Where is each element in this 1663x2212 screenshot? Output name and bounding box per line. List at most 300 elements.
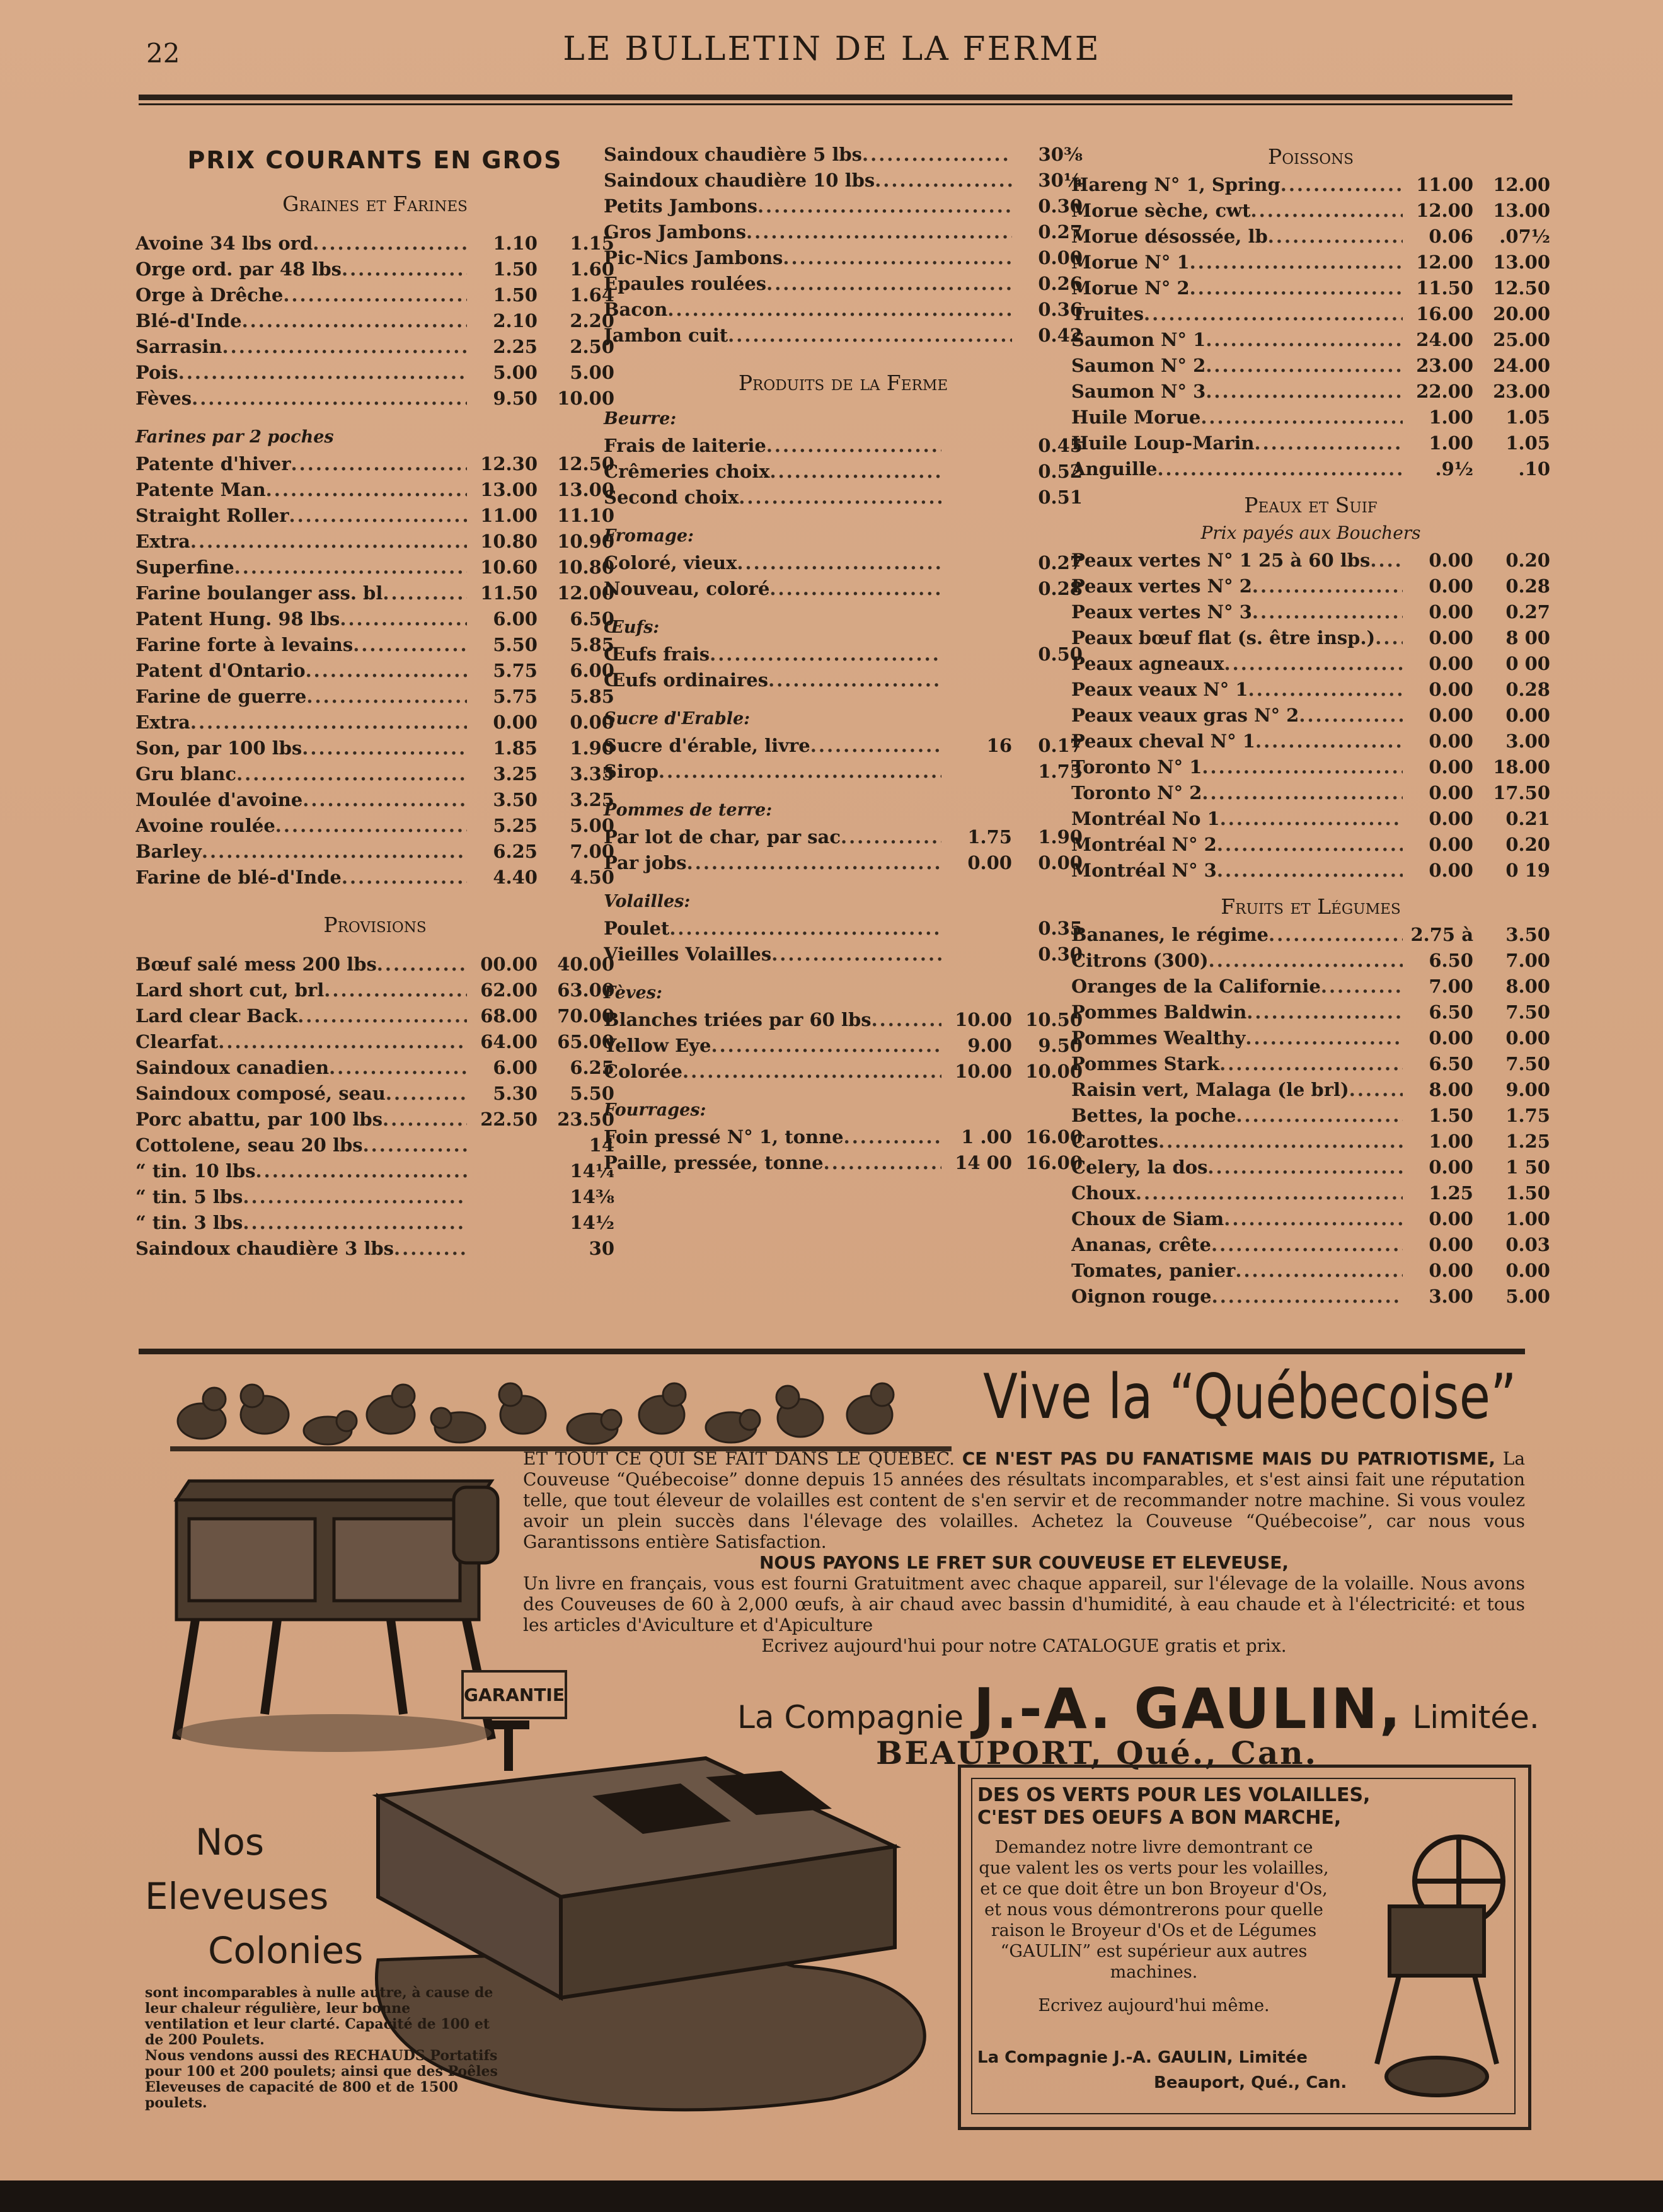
item-label: Montréal N° 3 bbox=[1071, 860, 1217, 881]
item-label: Extra bbox=[135, 711, 190, 733]
ad-body bbox=[523, 1448, 1525, 1656]
brooder-title bbox=[145, 1815, 363, 1978]
leader-dots bbox=[1299, 705, 1403, 726]
price-row bbox=[135, 336, 614, 362]
price-low: 68.00 bbox=[480, 1005, 538, 1027]
section-heading: Produits de la Ferme bbox=[738, 371, 948, 395]
bone-grinder-h2: C'EST DES OEUFS A BON MARCHE, bbox=[977, 1807, 1342, 1829]
ad-freight: NOUS PAYONS LE FRET SUR COUVEUSE ET ELEVEUSE, bbox=[759, 1552, 1289, 1573]
price-high: 3.00 bbox=[1505, 730, 1550, 752]
price-high: 0 19 bbox=[1505, 860, 1550, 881]
price-row bbox=[135, 1186, 614, 1212]
item-label: Farine de blé-d'Inde bbox=[135, 867, 342, 888]
item-label: Blanches triées par 60 lbs bbox=[604, 1009, 872, 1030]
leader-dots bbox=[667, 299, 1012, 320]
leader-dots bbox=[342, 258, 467, 280]
leader-dots bbox=[1370, 550, 1403, 571]
price-high: 18.00 bbox=[1493, 756, 1550, 778]
price-row bbox=[1071, 1286, 1550, 1311]
subsection-heading: Pommes de terre: bbox=[604, 800, 773, 820]
bone-grinder-sig1: La Compagnie J.-A. GAULIN, Limitée bbox=[977, 2048, 1308, 2067]
leader-dots bbox=[810, 735, 941, 756]
price-low: 13.00 bbox=[480, 479, 538, 500]
price-high: 1.05 bbox=[1505, 406, 1550, 428]
price-low: 0.00 bbox=[1429, 627, 1473, 648]
subsection-heading: Fromage: bbox=[604, 526, 694, 546]
section-heading: Graines et Farines bbox=[282, 192, 468, 216]
section-heading: Peaux et Suif bbox=[1244, 493, 1378, 517]
price-row bbox=[135, 1005, 614, 1031]
cheese-list bbox=[604, 552, 1083, 604]
price-row bbox=[604, 1035, 1083, 1061]
leader-dots bbox=[329, 1057, 467, 1078]
item-label: Citrons (300) bbox=[1071, 950, 1209, 971]
price: 30⅜ bbox=[1038, 144, 1083, 165]
price: 0.26 bbox=[1038, 273, 1083, 294]
item-label: Morue N° 1 bbox=[1071, 251, 1190, 273]
item-label: Clearfat bbox=[135, 1031, 219, 1052]
price-row bbox=[1071, 679, 1550, 705]
leader-dots bbox=[266, 479, 467, 500]
item-label: Gros Jambons bbox=[604, 221, 747, 243]
item-label: Bacon bbox=[604, 299, 668, 320]
leader-dots bbox=[728, 325, 1012, 346]
item-label: Orge ord. par 48 lbs bbox=[135, 258, 342, 280]
price-high: 11.10 bbox=[557, 505, 614, 526]
item-label: Montréal No 1 bbox=[1071, 808, 1220, 829]
item-label: Peaux vertes N° 3 bbox=[1071, 601, 1252, 623]
price-high: 6.25 bbox=[570, 1057, 614, 1078]
price-row bbox=[135, 1057, 614, 1083]
price-low: 1.85 bbox=[493, 737, 538, 759]
item-label: Ananas, crête bbox=[1071, 1234, 1212, 1255]
item-label: Sarrasin bbox=[135, 336, 222, 357]
price-row bbox=[1071, 860, 1550, 885]
item-label: Hareng N° 1, Spring bbox=[1071, 174, 1280, 195]
price-row bbox=[135, 453, 614, 479]
price-low: 1.50 bbox=[493, 258, 538, 280]
item-label: Saindoux canadien bbox=[135, 1057, 330, 1078]
item-label: Toronto N° 2 bbox=[1071, 782, 1202, 804]
item-label: Peaux cheval N° 1 bbox=[1071, 730, 1255, 752]
price-row bbox=[1071, 1260, 1550, 1286]
price-row bbox=[604, 170, 1083, 195]
price-high: 1.50 bbox=[1505, 1182, 1550, 1204]
leader-dots bbox=[202, 841, 467, 862]
price-high: 23.50 bbox=[557, 1109, 614, 1130]
leader-dots bbox=[1246, 1001, 1403, 1023]
leader-dots bbox=[769, 578, 941, 599]
price-row bbox=[1071, 575, 1550, 601]
price-low: 8.00 bbox=[1429, 1079, 1473, 1100]
price-high: 7.00 bbox=[570, 841, 614, 862]
price-row bbox=[604, 1061, 1083, 1086]
price: 10.50 bbox=[1025, 1009, 1083, 1030]
leader-dots bbox=[1251, 200, 1403, 221]
item-label: Peaux bœuf flat (s. être insp.) bbox=[1071, 627, 1376, 648]
bone-grinder-signature bbox=[977, 2045, 1347, 2095]
leader-dots bbox=[289, 505, 467, 526]
price-high: 5.85 bbox=[570, 686, 614, 707]
item-label: Farine de guerre bbox=[135, 686, 307, 707]
bone-grinder-cta: Ecrivez aujourd'hui même. bbox=[1038, 1996, 1270, 2015]
price-row bbox=[1071, 653, 1550, 679]
price-low: 6.25 bbox=[493, 841, 538, 862]
hides-list bbox=[1071, 550, 1550, 885]
price-low: 12.30 bbox=[480, 453, 538, 475]
leader-dots bbox=[1280, 174, 1403, 195]
item-label: Orge à Drêche bbox=[135, 284, 284, 306]
price-high: 14 bbox=[589, 1134, 614, 1156]
leader-dots bbox=[1235, 1260, 1403, 1281]
price-row bbox=[1071, 1053, 1550, 1079]
bone-grinder-illustration bbox=[1364, 1824, 1509, 2102]
leader-dots bbox=[659, 761, 941, 782]
item-label: Choux de Siam bbox=[1071, 1208, 1224, 1230]
price-low: 0.00 bbox=[1429, 653, 1473, 674]
price-low: 2.25 bbox=[493, 336, 538, 357]
subsection-heading: Sucre d'Erable: bbox=[604, 709, 751, 729]
price: 0.36 bbox=[1038, 299, 1083, 320]
price-low: 12.00 bbox=[1416, 200, 1473, 221]
leader-dots bbox=[783, 247, 1012, 268]
item-label: Gru blanc bbox=[135, 763, 237, 785]
leader-dots bbox=[1157, 458, 1403, 480]
leader-dots bbox=[1206, 381, 1403, 402]
price-high: 14⅜ bbox=[570, 1186, 614, 1207]
item-label: Par jobs bbox=[604, 852, 687, 873]
item-label: Straight Roller bbox=[135, 505, 289, 526]
price-high: 65.00 bbox=[557, 1031, 614, 1052]
price-row bbox=[1071, 705, 1550, 730]
price-low: 0.00 bbox=[1429, 1260, 1473, 1281]
page-header bbox=[139, 25, 1525, 76]
item-label: Saumon N° 3 bbox=[1071, 381, 1206, 402]
item-label: Morue désossée, lb bbox=[1071, 226, 1268, 247]
leader-dots bbox=[383, 1109, 467, 1130]
item-label: Patent Hung. 98 lbs bbox=[135, 608, 340, 630]
leader-dots bbox=[386, 1083, 467, 1104]
column-farm-products bbox=[604, 144, 1083, 1328]
item-label: Morue N° 2 bbox=[1071, 277, 1190, 299]
price: 0.52 bbox=[1038, 461, 1083, 482]
price-low: 64.00 bbox=[480, 1031, 538, 1052]
leader-dots bbox=[1202, 756, 1403, 778]
brooder-text-1: sont incomparables à nulle autre, à cause de leur chaleur régulière, leur bonne ventilation et leur clarté. Capacité de 100 et de 200 Poulets. bbox=[145, 1984, 493, 2048]
price-low: 10.00 bbox=[955, 1061, 1012, 1082]
leader-dots bbox=[1224, 1208, 1403, 1230]
page-number: 22 bbox=[146, 38, 180, 69]
item-label: Farine forte à levains bbox=[135, 634, 354, 655]
leader-dots bbox=[1252, 575, 1403, 597]
leader-dots bbox=[192, 388, 467, 409]
item-label: Peaux veaux N° 1 bbox=[1071, 679, 1248, 700]
price-low: 6.50 bbox=[1429, 950, 1473, 971]
price-row bbox=[1071, 355, 1550, 381]
brooder-title-line1: Nos bbox=[195, 1821, 265, 1863]
price-row bbox=[1071, 303, 1550, 329]
item-label: Bœuf salé mess 200 lbs bbox=[135, 953, 377, 975]
scan-edge bbox=[0, 2180, 1663, 2212]
price-row bbox=[135, 582, 614, 608]
price-high: 4.50 bbox=[570, 867, 614, 888]
leader-dots bbox=[1224, 653, 1403, 674]
price-low: 3.25 bbox=[493, 763, 538, 785]
price: 0.35 bbox=[1038, 918, 1083, 939]
item-label: Moulée d'avoine bbox=[135, 789, 303, 810]
leader-dots bbox=[190, 531, 467, 552]
section-heading: Fruits et Légumes bbox=[1221, 894, 1401, 919]
price-high: 8 00 bbox=[1505, 627, 1550, 648]
leader-dots bbox=[1144, 303, 1403, 325]
price-row bbox=[135, 1109, 614, 1134]
price: 0.00 bbox=[1038, 247, 1083, 268]
item-label: Pommes Stark bbox=[1071, 1053, 1220, 1074]
price-row bbox=[1071, 1105, 1550, 1131]
price-low: 9.50 bbox=[493, 388, 538, 409]
item-label: Foin pressé N° 1, tonne bbox=[604, 1126, 844, 1148]
leader-dots bbox=[1200, 406, 1403, 428]
price-high: 25.00 bbox=[1493, 329, 1550, 350]
leader-dots bbox=[1254, 432, 1403, 454]
price-row bbox=[604, 195, 1083, 221]
section-heading: Provisions bbox=[323, 913, 427, 937]
leader-dots bbox=[218, 1031, 467, 1052]
price-high: 40.00 bbox=[557, 953, 614, 975]
leader-dots bbox=[1248, 679, 1403, 700]
price-row bbox=[604, 221, 1083, 247]
item-label: Lard clear Back bbox=[135, 1005, 298, 1027]
leader-dots bbox=[1190, 277, 1403, 299]
price-row bbox=[604, 578, 1083, 604]
leader-dots bbox=[313, 233, 467, 254]
price: 0.30 bbox=[1038, 943, 1083, 965]
subsection-heading: Fourrages: bbox=[604, 1100, 706, 1120]
item-label: Huile Morue bbox=[1071, 406, 1201, 428]
price-low: 10.00 bbox=[955, 1009, 1012, 1030]
brooder-text-2: Nous vendons aussi des RECHAUDS Portatifs pour 100 et 200 poulets; ainsi que des Poêles Eleveuses de capacité de 800 et de 1500 poulets. bbox=[145, 2048, 498, 2111]
price: 10.00 bbox=[1025, 1061, 1083, 1082]
price-high: 13.00 bbox=[1493, 251, 1550, 273]
leader-dots bbox=[1245, 1027, 1403, 1049]
price-low: 6.00 bbox=[493, 1057, 538, 1078]
eggs-list bbox=[604, 643, 1083, 695]
item-label: Sucre d'érable, livre bbox=[604, 735, 810, 756]
leader-dots bbox=[1268, 226, 1403, 247]
leader-dots bbox=[324, 979, 467, 1001]
price-row bbox=[604, 461, 1083, 487]
price-low: 0.00 bbox=[1429, 1027, 1473, 1049]
item-label: Colorée bbox=[604, 1061, 682, 1082]
price-high: 0.27 bbox=[1505, 601, 1550, 623]
price-high: 14¼ bbox=[570, 1160, 614, 1182]
leader-dots bbox=[302, 737, 467, 759]
item-label: Saumon N° 1 bbox=[1071, 329, 1206, 350]
bone-grinder-sig2: Beauport, Qué., Can. bbox=[1154, 2073, 1347, 2092]
item-label: Pois bbox=[135, 362, 178, 383]
leader-dots bbox=[243, 1186, 467, 1207]
price-high: 2.50 bbox=[570, 336, 614, 357]
section-heading: Poissons bbox=[1268, 144, 1354, 169]
price-row bbox=[135, 284, 614, 310]
price-low: 22.50 bbox=[480, 1109, 538, 1130]
price-low: 0.00 bbox=[1429, 1156, 1473, 1178]
price-high: 30 bbox=[589, 1238, 614, 1259]
price-high: 0.20 bbox=[1505, 550, 1550, 571]
leader-dots bbox=[1217, 834, 1403, 855]
publication-title: LE BULLETIN DE LA FERME bbox=[563, 30, 1101, 68]
item-label: Son, par 100 lbs bbox=[135, 737, 302, 759]
price-row bbox=[1071, 834, 1550, 860]
price-row bbox=[604, 435, 1083, 461]
price-row bbox=[1071, 730, 1550, 756]
item-label: Toronto N° 1 bbox=[1071, 756, 1202, 778]
item-label: Bettes, la poche bbox=[1071, 1105, 1236, 1126]
price-row bbox=[1071, 782, 1550, 808]
price-low: 5.30 bbox=[493, 1083, 538, 1104]
leader-dots bbox=[291, 453, 467, 475]
price-low: 0.00 bbox=[1429, 601, 1473, 623]
price-high: 0.00 bbox=[570, 711, 614, 733]
leader-dots bbox=[243, 1212, 467, 1233]
price-high: 12.00 bbox=[1493, 174, 1550, 195]
price-row bbox=[604, 1009, 1083, 1035]
item-label: Épaules roulées bbox=[604, 273, 767, 294]
price-low: 5.75 bbox=[493, 660, 538, 681]
price-low: 0.06 bbox=[1429, 226, 1473, 247]
leader-dots bbox=[682, 1061, 941, 1082]
leader-dots bbox=[841, 826, 941, 848]
leader-dots bbox=[1211, 1234, 1403, 1255]
ad-top-rule bbox=[139, 1349, 1525, 1354]
price: 0.30 bbox=[1038, 195, 1083, 217]
price-low: 0.00 bbox=[1429, 860, 1473, 881]
price-low: 16 bbox=[986, 735, 1012, 756]
beans-list bbox=[604, 1009, 1083, 1086]
leader-dots bbox=[275, 815, 467, 836]
item-label: Peaux agneaux bbox=[1071, 653, 1224, 674]
price-high: 5.00 bbox=[570, 362, 614, 383]
bone-grinder-text: Demandez notre livre demontrant ce que valent les os verts pour les volailles, et ce que doit être un bon Broyeur d'Os, et nous vous démontrerons pour quelle raison le Broyeur d'Os et de Légumes “GAULIN” est supérieur aux autres machines. bbox=[979, 1838, 1329, 1982]
item-label: Carottes bbox=[1071, 1131, 1159, 1152]
price-row bbox=[135, 310, 614, 336]
price-high: 6.00 bbox=[570, 660, 614, 681]
item-label: Porc abattu, par 100 lbs bbox=[135, 1109, 383, 1130]
item-label: Crêmeries choix bbox=[604, 461, 770, 482]
price-high: 63.00 bbox=[557, 979, 614, 1001]
price-low: 0.00 bbox=[1429, 834, 1473, 855]
price-high: 0.03 bbox=[1505, 1234, 1550, 1255]
price-row bbox=[1071, 550, 1550, 575]
leader-dots bbox=[1236, 1105, 1403, 1126]
maple-list bbox=[604, 735, 1083, 786]
price-low: 12.00 bbox=[1416, 251, 1473, 273]
price-high: 1.15 bbox=[570, 233, 614, 254]
item-label: Vieilles Volailles bbox=[604, 943, 772, 965]
item-label: Oignon rouge bbox=[1071, 1286, 1212, 1307]
leader-dots bbox=[862, 144, 1012, 165]
price-row bbox=[604, 826, 1083, 852]
item-label: Avoine 34 lbs ord bbox=[135, 233, 313, 254]
leader-dots bbox=[383, 582, 467, 604]
price-row bbox=[1071, 808, 1550, 834]
leader-dots bbox=[1158, 1131, 1403, 1152]
price-row bbox=[135, 505, 614, 531]
price-high: 12.00 bbox=[557, 582, 614, 604]
subsection-heading: Beurre: bbox=[604, 409, 677, 429]
leader-dots bbox=[1252, 601, 1403, 623]
price-row bbox=[1071, 627, 1550, 653]
item-label: Celery, la dos bbox=[1071, 1156, 1208, 1178]
leader-dots bbox=[1349, 1079, 1403, 1100]
leader-dots bbox=[1220, 808, 1403, 829]
price-low: 6.50 bbox=[1429, 1053, 1473, 1074]
leader-dots bbox=[1206, 355, 1403, 376]
price-high: 1.75 bbox=[1505, 1105, 1550, 1126]
price-row bbox=[1071, 924, 1550, 950]
fruits-list bbox=[1071, 924, 1550, 1311]
item-label: Frais de laiterie bbox=[604, 435, 766, 456]
price-high: 3.35 bbox=[570, 763, 614, 785]
ad-caps: ET TOUT CE QUI SE FAIT DANS LE QUEBEC. bbox=[523, 1448, 955, 1469]
item-label: Truites bbox=[1071, 303, 1144, 325]
price-high: 13.00 bbox=[557, 479, 614, 500]
subsection-heading: Fèves: bbox=[604, 983, 662, 1003]
item-label: Cottolene, seau 20 lbs bbox=[135, 1134, 363, 1156]
price-high: .10 bbox=[1518, 458, 1550, 480]
item-label: Peaux vertes N° 2 bbox=[1071, 575, 1252, 597]
bone-grinder-h1: DES OS VERTS POUR LES VOLAILLES, bbox=[977, 1784, 1371, 1806]
fodder-list bbox=[604, 1126, 1083, 1178]
price-high: 3.25 bbox=[570, 789, 614, 810]
leader-dots bbox=[770, 461, 941, 482]
price-row bbox=[135, 789, 614, 815]
ad-catalogue: Ecrivez aujourd'hui pour notre CATALOGUE gratis et prix. bbox=[761, 1635, 1287, 1656]
price-row bbox=[604, 761, 1083, 786]
price-row bbox=[135, 233, 614, 258]
price-high: 1.64 bbox=[570, 284, 614, 306]
price-low: 1.00 bbox=[1429, 432, 1473, 454]
price-row bbox=[604, 1152, 1083, 1178]
item-label: Blé-d'Inde bbox=[135, 310, 242, 331]
price-low: 6.00 bbox=[493, 608, 538, 630]
price-row bbox=[135, 953, 614, 979]
leader-dots bbox=[178, 362, 467, 383]
chicks-illustration bbox=[170, 1371, 952, 1459]
brooder-title-line3: Colonies bbox=[208, 1929, 364, 1972]
price: 0.45 bbox=[1038, 435, 1083, 456]
item-label: Extra bbox=[135, 531, 190, 552]
potatoes-list bbox=[604, 826, 1083, 878]
leader-dots bbox=[1202, 782, 1403, 804]
price-high: 0.00 bbox=[1505, 1260, 1550, 1281]
price-row bbox=[1071, 756, 1550, 782]
leader-dots bbox=[824, 1152, 941, 1173]
guarantee-badge: GARANTIE bbox=[461, 1670, 567, 1719]
price-high: 7.50 bbox=[1505, 1053, 1550, 1074]
leader-dots bbox=[1269, 924, 1403, 945]
item-label: Pommes Baldwin bbox=[1071, 1001, 1247, 1023]
item-label: Nouveau, coloré bbox=[604, 578, 770, 599]
leader-dots bbox=[875, 170, 1012, 191]
item-label: Yellow Eye bbox=[604, 1035, 711, 1056]
price-row bbox=[1071, 381, 1550, 406]
header-rule-thin bbox=[139, 103, 1512, 105]
price-high: 23.00 bbox=[1493, 381, 1550, 402]
item-label: Choux bbox=[1071, 1182, 1136, 1204]
price-low: 0.00 bbox=[1429, 756, 1473, 778]
price-low: 0.00 bbox=[967, 852, 1012, 873]
